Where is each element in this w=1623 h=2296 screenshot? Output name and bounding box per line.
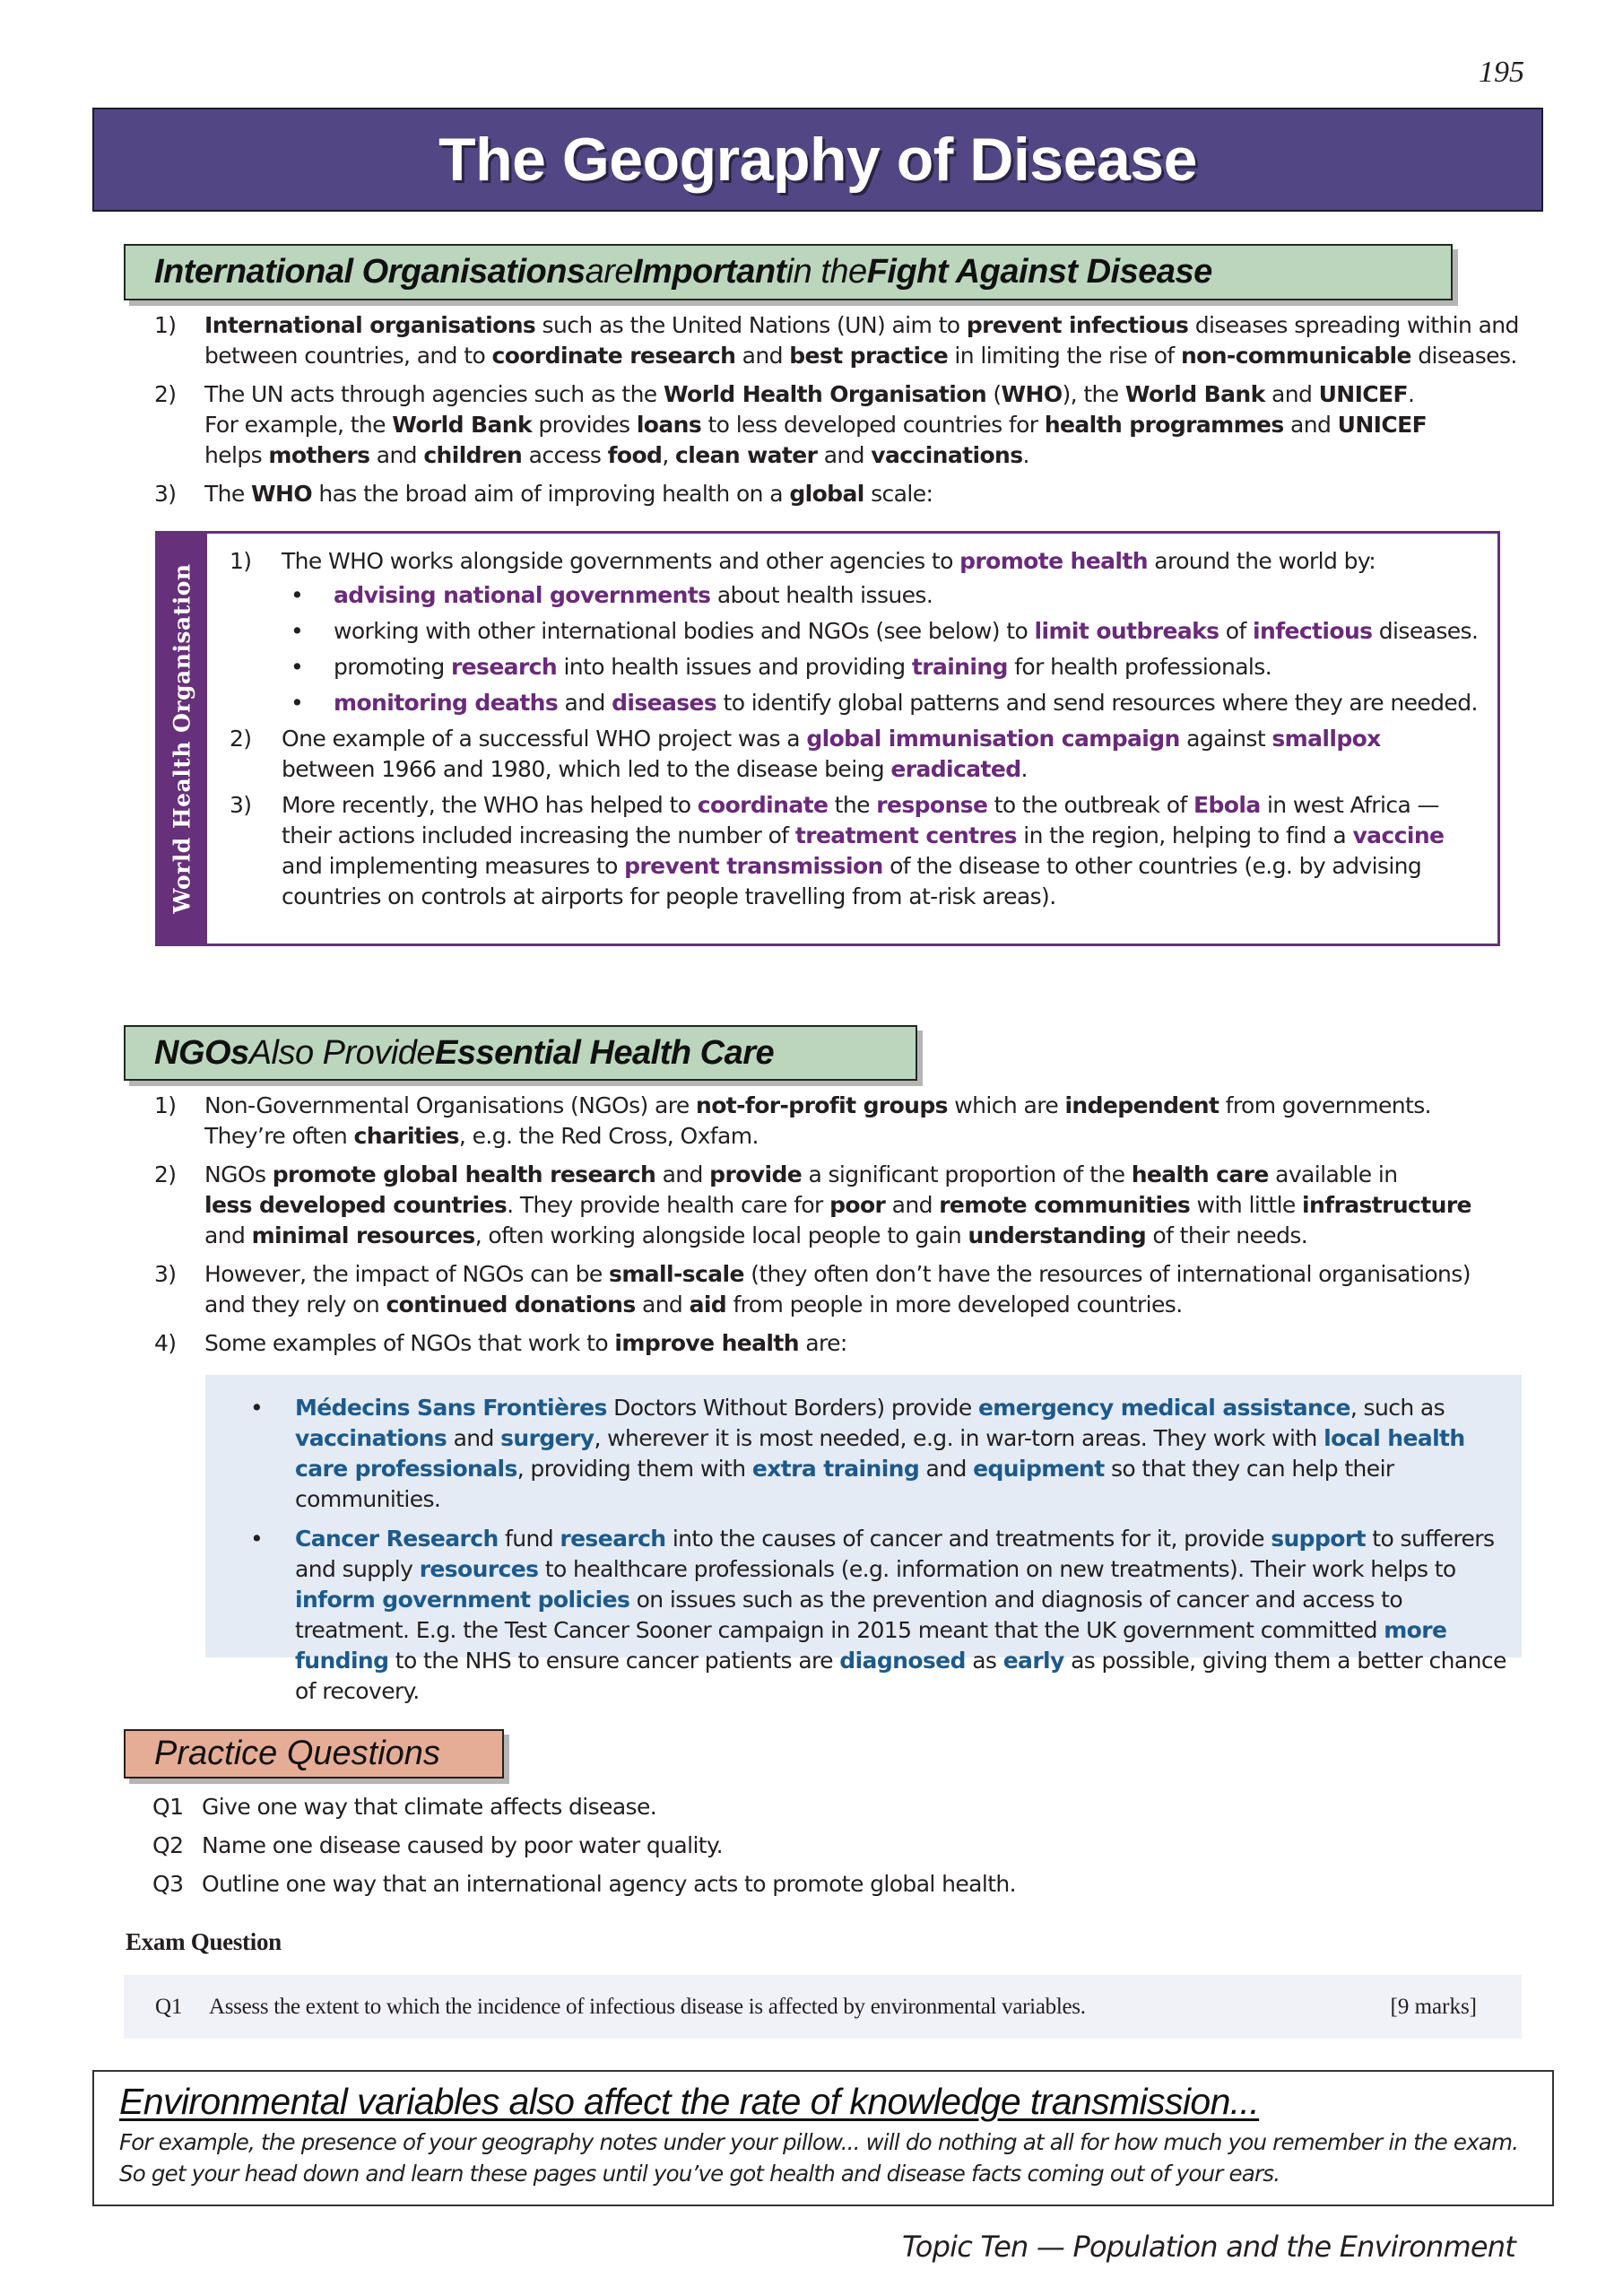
highlighted-term: not-for-profit groups	[696, 1092, 948, 1118]
text-run: and	[1283, 412, 1338, 438]
text-run: Non-Governmental Organisations (NGOs) are	[204, 1092, 697, 1118]
question-number: Q1	[152, 1794, 184, 1820]
highlighted-term: research	[450, 654, 558, 680]
highlighted-term: diseases	[612, 690, 717, 716]
list-item	[154, 1259, 1535, 1320]
tip-body: For example, the presence of your geography notes under your pillow... will do nothing at all for how much you remember in the exam. So get your head down and learn these pages until you’ve got health and disease facts coming out of your ears.	[119, 2129, 1519, 2187]
highlighted-term: promote global health research	[272, 1161, 656, 1187]
exam-question-number: Q1	[155, 1994, 183, 2019]
item-number: 3)	[154, 481, 177, 507]
highlighted-term: prevent infectious	[966, 312, 1189, 338]
topic-footer: Topic Ten — Population and the Environment	[902, 2230, 1515, 2264]
highlighted-term: infrastructure	[1302, 1192, 1471, 1218]
text-run: with little	[1190, 1192, 1303, 1218]
text-run: .	[1408, 381, 1415, 407]
text-run: into health issues and providing	[557, 654, 912, 680]
practice-question	[152, 1869, 1016, 1900]
section-heading-ngos	[124, 1025, 917, 1081]
highlighted-term: International Organisations	[154, 253, 586, 291]
text-run: Also Provide	[248, 1033, 436, 1072]
text-run: The	[204, 481, 252, 507]
text-run: ), the	[1062, 381, 1125, 407]
item-number: 2)	[154, 381, 177, 407]
highlighted-term: Essential Health Care	[435, 1033, 775, 1072]
highlighted-term: UNICEF	[1337, 412, 1428, 438]
text-run: (	[986, 381, 1002, 407]
section2-list	[154, 1091, 1535, 1359]
highlighted-term: UNICEF	[1318, 381, 1409, 407]
highlighted-term: infectious	[1253, 618, 1373, 644]
highlighted-term: smallpox	[1271, 726, 1381, 752]
exam-question-text: Assess the extent to which the incidence of infectious disease is affected by environmental variables.	[209, 1994, 1086, 2019]
text-run: For example, the	[204, 412, 393, 438]
highlighted-term: vaccinations	[295, 1425, 447, 1451]
question-text: Outline one way that an international agency acts to promote global health.	[202, 1871, 1017, 1897]
text-run: into the causes of cancer and treatments for it, provide	[665, 1526, 1271, 1552]
text-run: diseases spreading within and between countries, and to	[204, 312, 1519, 369]
highlighted-term: charities	[353, 1123, 459, 1149]
bullet-text	[334, 618, 1478, 644]
text-run: , often working alongside local people to gain	[474, 1222, 968, 1248]
text-run: in west Africa — their actions included increasing the number of	[282, 792, 1439, 848]
bullet-icon: •	[291, 690, 304, 716]
bullet-icon: •	[291, 618, 304, 644]
text-run: between 1966 and 1980, which led to the disease being	[282, 756, 891, 782]
tip-heading: Environmental variables also affect the rate of knowledge transmission...	[119, 2081, 1260, 2122]
section1-list	[154, 310, 1526, 509]
practice-question	[152, 1831, 1016, 1861]
section1-body	[154, 310, 1526, 517]
highlighted-term: WHO	[251, 481, 312, 507]
who-list-continued	[230, 724, 1485, 912]
highlighted-term: small-scale	[609, 1261, 744, 1287]
text-run: a significant proportion of the	[802, 1161, 1132, 1187]
text-run: , wherever it is most needed, e.g. in war-torn areas. They work with	[594, 1425, 1324, 1451]
practice-question	[152, 1792, 1016, 1822]
highlighted-term: provide	[709, 1161, 803, 1187]
highlighted-term: World Health Organisation	[663, 381, 987, 407]
highlighted-term: International organisations	[204, 312, 536, 338]
text-run: and	[1264, 381, 1319, 407]
item-text	[204, 312, 1519, 369]
text-run: and	[735, 343, 790, 369]
item-text	[282, 792, 1444, 909]
highlighted-term: training	[911, 654, 1008, 680]
highlighted-term: monitoring deaths	[334, 690, 559, 716]
text-run: available in	[1268, 1161, 1398, 1187]
highlighted-term: continued donations	[386, 1292, 636, 1318]
text-run: from people in more developed countries.	[726, 1292, 1183, 1318]
text-run: One example of a successful WHO project was a	[282, 726, 807, 752]
text-run: NGOs	[204, 1161, 273, 1187]
text-run: access	[522, 442, 608, 468]
highlighted-term: global immunisation campaign	[806, 726, 1180, 752]
text-run: in the region, helping to find a	[1016, 822, 1353, 848]
text-run: so that they can help their communities.	[295, 1456, 1394, 1512]
highlighted-term: prevent transmission	[624, 853, 883, 879]
text-run: Doctors Without Borders) provide	[606, 1395, 978, 1421]
highlighted-term: NGOs	[154, 1033, 249, 1072]
highlighted-term: support	[1271, 1526, 1366, 1552]
highlighted-term: best practice	[789, 343, 949, 369]
text-run: However, the impact of NGOs can be	[204, 1261, 610, 1287]
section-heading-international-organisations	[124, 244, 1453, 300]
text-run: around the world by:	[1147, 548, 1376, 574]
text-run: to identify global patterns and send resources where they are needed.	[716, 690, 1478, 716]
list-item	[230, 724, 1485, 785]
text-run: , providing them with	[516, 1456, 752, 1482]
item-number: 2)	[154, 1161, 177, 1187]
highlighted-term: remote communities	[939, 1192, 1191, 1218]
list-item	[154, 479, 1526, 509]
item-number: 1)	[154, 312, 177, 338]
text-run: ,	[662, 442, 676, 468]
page-number: 195	[1479, 56, 1524, 89]
highlighted-term: independent	[1064, 1092, 1219, 1118]
text-run: in the	[785, 253, 867, 291]
list-item	[154, 310, 1526, 371]
text-run: The WHO works alongside governments and other agencies to	[282, 548, 960, 574]
bullet-item	[282, 616, 1485, 647]
highlighted-term: aid	[689, 1292, 727, 1318]
highlighted-term: coordinate	[697, 792, 829, 818]
text-run: The UN acts through agencies such as the	[204, 381, 664, 407]
bullet-item	[282, 580, 1485, 611]
text-run: provides	[532, 412, 637, 438]
text-run: in limiting the rise of	[948, 343, 1181, 369]
practice-questions-heading: Practice Questions	[124, 1729, 504, 1779]
bullet-text	[334, 690, 1478, 716]
highlighted-term: eradicated	[890, 756, 1021, 782]
section2-body	[154, 1091, 1535, 1367]
item-text	[204, 1092, 1431, 1149]
text-run: promoting	[334, 654, 451, 680]
bullet-icon: •	[291, 582, 304, 608]
item-number: 2)	[230, 726, 252, 752]
item-text	[204, 1330, 847, 1356]
highlighted-term: extra training	[751, 1456, 920, 1482]
highlighted-term: diagnosed	[839, 1648, 966, 1674]
exam-question-label: Exam Question	[126, 1928, 282, 1955]
text-run: (they often don’t have the resources of international organisations)	[743, 1261, 1471, 1287]
bullet-text	[295, 1526, 1506, 1704]
list-item	[154, 1328, 1535, 1359]
highlighted-term: inform government policies	[295, 1587, 630, 1613]
highlighted-term: health programmes	[1044, 412, 1284, 438]
text-run: to the outbreak of	[987, 792, 1194, 818]
text-run: . They provide health care for	[507, 1192, 830, 1218]
bullet-text	[334, 654, 1271, 680]
tip-box	[92, 2070, 1554, 2206]
question-text: Name one disease caused by poor water quality.	[202, 1832, 723, 1858]
who-bullets	[282, 580, 1485, 718]
bullet-item	[282, 652, 1485, 683]
ngo-examples-list	[230, 1393, 1507, 1707]
highlighted-term: Important	[633, 253, 786, 291]
text-run: diseases.	[1410, 343, 1517, 369]
text-run: working with other international bodies and NGOs (see below) to	[334, 618, 1035, 644]
item-text	[204, 481, 933, 507]
text-run: fund	[498, 1526, 560, 1552]
item-text	[204, 1261, 1471, 1318]
text-run: and	[635, 1292, 690, 1318]
practice-questions-list	[152, 1792, 1016, 1908]
highlighted-term: local health care professionals	[295, 1425, 1465, 1482]
highlighted-term: more funding	[295, 1617, 1447, 1674]
text-run: More recently, the WHO has helped to	[282, 792, 698, 818]
highlighted-term: health care	[1131, 1161, 1269, 1187]
item-number: 3)	[230, 792, 252, 818]
highlighted-term: Médecins Sans Frontières	[295, 1395, 607, 1421]
bullet-icon: •	[291, 654, 304, 680]
highlighted-term: understanding	[968, 1222, 1147, 1248]
who-tab-label: World Health Organisation	[169, 563, 195, 914]
text-run: and	[885, 1192, 940, 1218]
who-content	[230, 546, 1485, 918]
item-number: 1)	[230, 548, 252, 574]
who-item-1	[230, 546, 1485, 718]
highlighted-term: surgery	[500, 1425, 595, 1451]
highlighted-term: WHO	[1001, 381, 1063, 407]
text-run: and they rely on	[204, 1292, 386, 1318]
text-run: of their needs.	[1146, 1222, 1308, 1248]
text-run: which are	[947, 1092, 1065, 1118]
item-number: 4)	[154, 1330, 177, 1356]
text-run: to less developed countries for	[701, 412, 1045, 438]
text-run: .	[1020, 756, 1028, 782]
text-run: from governments.	[1219, 1092, 1431, 1118]
item-number: 3)	[154, 1261, 177, 1287]
exam-question-box	[124, 1975, 1522, 2039]
text-run: and	[919, 1456, 974, 1482]
text-run: has the broad aim of improving health on a	[312, 481, 790, 507]
text-run: of the disease to other countries (e.g. by advising countries on controls at airports for people travelling from at-risk areas).	[282, 853, 1422, 909]
list-item	[154, 1160, 1535, 1251]
text-run: of	[1219, 618, 1254, 644]
item-text	[204, 1161, 1471, 1248]
text-run: and	[655, 1161, 710, 1187]
text-run: about health issues.	[710, 582, 933, 608]
text-run: as	[965, 1648, 1003, 1674]
text-run: as possible, giving them a better chance of recovery.	[295, 1648, 1506, 1704]
text-run: to healthcare professionals (e.g. information on new treatments). Their work helps to	[538, 1556, 1456, 1582]
bullet-text	[295, 1395, 1465, 1512]
highlighted-term: advising national governments	[334, 582, 711, 608]
question-text: Give one way that climate affects disease.	[202, 1794, 657, 1820]
text-run: and	[204, 1222, 252, 1248]
highlighted-term: non-communicable	[1180, 343, 1411, 369]
highlighted-term: response	[876, 792, 988, 818]
highlighted-term: children	[423, 442, 523, 468]
bullet-item	[230, 1524, 1507, 1707]
item-text	[282, 726, 1381, 782]
highlighted-term: promote health	[959, 548, 1148, 574]
highlighted-term: World Bank	[1124, 381, 1265, 407]
highlighted-term: emergency medical assistance	[977, 1395, 1350, 1421]
item-text	[204, 381, 1427, 468]
text-run: .	[1022, 442, 1029, 468]
text-run: for health professionals.	[1007, 654, 1272, 680]
highlighted-term: treatment centres	[794, 822, 1017, 848]
item-number: 1)	[154, 1092, 177, 1118]
highlighted-term: World Bank	[392, 412, 533, 438]
highlighted-term: vaccinations	[871, 442, 1023, 468]
text-run: against	[1179, 726, 1272, 752]
highlighted-term: research	[560, 1526, 666, 1552]
text-run: and	[447, 1425, 501, 1451]
bullet-text	[334, 582, 933, 608]
text-run: and implementing measures to	[282, 853, 625, 879]
highlighted-term: Ebola	[1193, 792, 1261, 818]
who-list	[230, 546, 1485, 718]
text-run: scale:	[864, 481, 933, 507]
page-title: The Geography of Disease	[438, 126, 1197, 194]
highlighted-term: improve health	[614, 1330, 799, 1356]
text-run: to the NHS to ensure cancer patients are	[388, 1648, 840, 1674]
highlighted-term: poor	[829, 1192, 886, 1218]
text-run: , e.g. the Red Cross, Oxfam.	[458, 1123, 759, 1149]
bullet-icon: •	[250, 1526, 264, 1552]
bullet-item	[282, 688, 1485, 718]
who-side-tab	[158, 534, 207, 944]
bullet-icon: •	[250, 1395, 264, 1421]
ngo-examples-box	[205, 1375, 1522, 1704]
text-run: and	[817, 442, 872, 468]
text-run: to sufferers and supply	[295, 1526, 1495, 1582]
who-box	[155, 531, 1500, 946]
highlighted-term: food	[607, 442, 663, 468]
question-number: Q2	[152, 1832, 184, 1858]
list-item	[154, 379, 1526, 471]
text-run: and	[369, 442, 424, 468]
highlighted-term: less developed countries	[204, 1192, 508, 1218]
text-run: the	[828, 792, 877, 818]
text-run: , such as	[1350, 1395, 1445, 1421]
exam-question-marks: [9 marks]	[1390, 1994, 1477, 2019]
highlighted-term: mothers	[268, 442, 370, 468]
highlighted-term: early	[1002, 1648, 1064, 1674]
text-run: and	[558, 690, 612, 716]
highlighted-term: equipment	[973, 1456, 1105, 1482]
text-run: diseases.	[1372, 618, 1479, 644]
highlighted-term: resources	[419, 1556, 539, 1582]
highlighted-term: minimal resources	[251, 1222, 475, 1248]
text-run: such as the United Nations (UN) aim to	[535, 312, 967, 338]
highlighted-term: global	[789, 481, 864, 507]
text-run: are	[585, 253, 633, 291]
highlighted-term: clean water	[675, 442, 818, 468]
list-item	[154, 1091, 1535, 1152]
list-item	[230, 790, 1485, 912]
question-number: Q3	[152, 1871, 184, 1897]
highlighted-term: Cancer Research	[295, 1526, 499, 1552]
title-banner	[92, 108, 1543, 212]
item-text	[282, 548, 1376, 574]
highlighted-term: Fight Against Disease	[866, 253, 1212, 291]
highlighted-term: vaccine	[1352, 822, 1445, 848]
text-run: They’re often	[204, 1123, 354, 1149]
text-run: are:	[798, 1330, 847, 1356]
highlighted-term: limit outbreaks	[1034, 618, 1219, 644]
highlighted-term: loans	[636, 412, 702, 438]
highlighted-term: coordinate research	[491, 343, 736, 369]
text-run: Some examples of NGOs that work to	[204, 1330, 615, 1356]
bullet-item	[230, 1393, 1507, 1515]
text-run: on issues such as the prevention and diagnosis of cancer and access to treatment. E.g. the Test Cancer Sooner campaign in 2015 meant that the UK government committed	[295, 1587, 1403, 1643]
text-run: helps	[204, 442, 269, 468]
